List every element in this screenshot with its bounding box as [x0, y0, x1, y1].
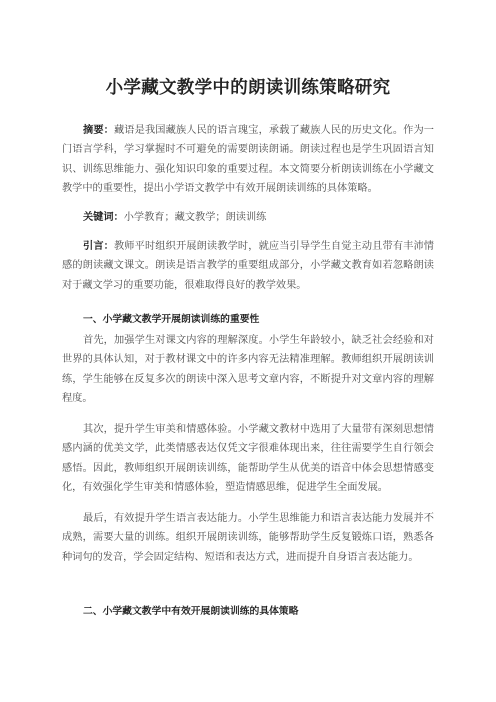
keywords-text: 小学教育；藏文教学；朗读训练 [123, 212, 267, 223]
keywords-paragraph [62, 208, 434, 227]
body-paragraph-3: 最后，有效提升学生语言表达能力。小学生思维能力和语言表达能力发展并不成熟，需要大量的训练。组织开展朗读训练，能够帮助学生反复锻炼口语，熟悉各种词句的发音，学会固定结构、短语和表达方式，进而提升自身语言表达能力。 [62, 513, 434, 563]
abstract-paragraph [62, 121, 434, 199]
keywords-label: 关键词： [83, 211, 124, 223]
body-paragraph-2: 其次，提升学生审美和情感体验。小学藏文教材中选用了大量带有深刻思想情感内涵的优美文学，此类情感表达仅凭文字很难体现出来，往往需要学生自行领会感悟。因此，教师组织开展朗读训练，能帮助学生从优美的语音中体会思想情感变化，有效强化学生审美和情感体验，塑造情感思维，促进学生全面发展。 [62, 424, 434, 494]
abstract-label: 摘要： [83, 124, 114, 136]
section-heading-1: 一、小学藏文教学开展朗读训练的重要性 [83, 314, 260, 325]
intro-paragraph [62, 237, 434, 295]
body-paragraph-1: 首先，加强学生对课文内容的理解深度。小学生年龄较小，缺乏社会经验和对世界的具体认知，对于教材课文中的许多内容无法精准理解。教师组织开展朗读训练，学生能够在反复多次的朗读中深入思考文章内容，不断提升对文章内容的理解程度。 [62, 335, 434, 405]
intro-text: 教师平时组织开展朗读教学时，就应当引导学生自觉主动且带有丰沛情感的朗读藏文课文。朗读是语言教学的重要组成部分，小学藏文教育如若忽略朗读对于藏文学习的重要功能，很难取得良好的教学效果。 [62, 241, 434, 291]
section-heading-2: 二、小学藏文教学中有效开展朗读训练的具体策略 [83, 606, 299, 617]
intro-label: 引言： [83, 240, 114, 252]
document-title: 小学藏文教学中的朗读训练策略研究 [105, 78, 391, 98]
abstract-text: 藏语是我国藏族人民的语言瑰宝，承载了藏族人民的历史文化。作为一门语言学科，学习掌握时不可避免的需要朗读朗诵。朗读过程也是学生巩固语言知识、训练思维能力、强化知识印象的重要过程。本文简要分析朗读训练在小学藏文教学中的重要性，提出小学语文教学中有效开展朗读训练的具体策略。 [62, 125, 434, 195]
